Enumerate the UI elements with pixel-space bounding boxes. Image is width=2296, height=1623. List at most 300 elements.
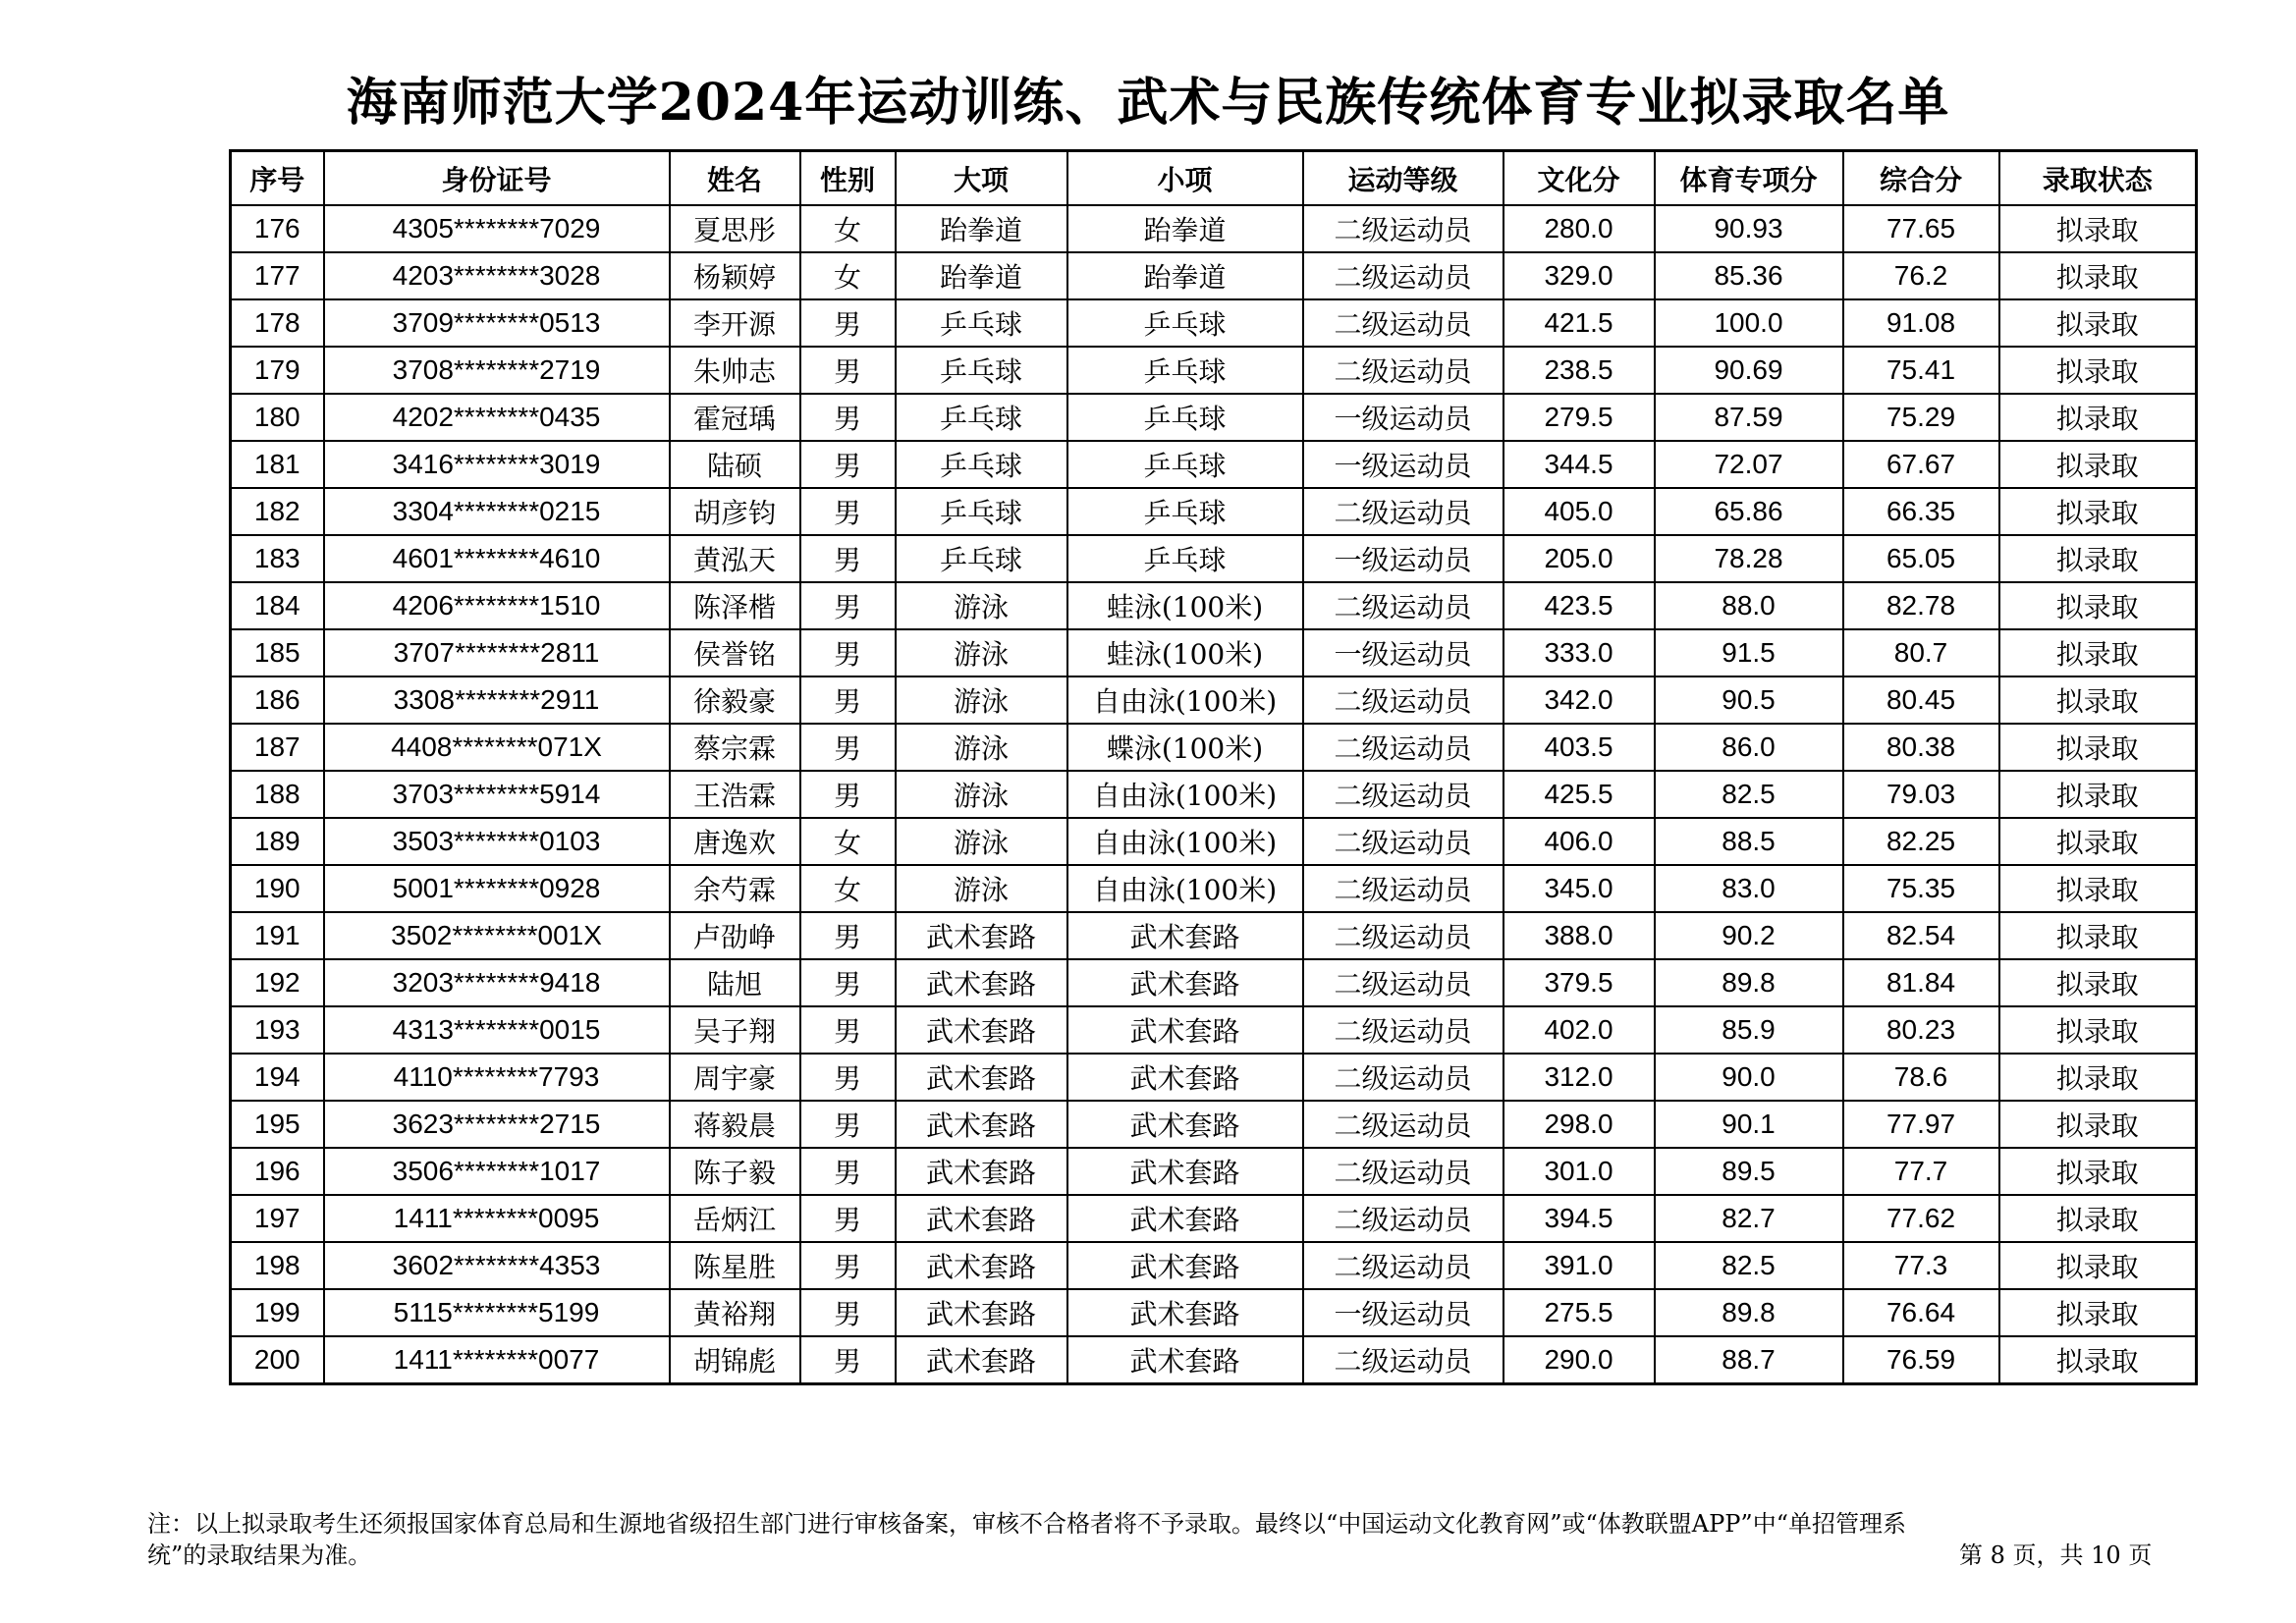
culture-score-cell: 394.5: [1503, 1195, 1655, 1242]
athlete-level-cell: 二级运动员: [1303, 347, 1503, 394]
athlete-level-cell: 一级运动员: [1303, 535, 1503, 582]
gender-cell: 男: [800, 1006, 896, 1054]
admission-status-cell: 拟录取: [1999, 252, 2197, 299]
total-score-cell: 77.7: [1843, 1148, 1999, 1195]
gender-cell: 男: [800, 629, 896, 676]
table-body: [231, 205, 2197, 1384]
name-cell: 陈星胜: [670, 1242, 800, 1289]
table-row: [231, 1336, 2197, 1384]
col-header-name: 姓名: [670, 151, 800, 206]
name-cell: 陈子毅: [670, 1148, 800, 1195]
seq-cell: 195: [231, 1101, 324, 1148]
name-cell: 王浩霖: [670, 771, 800, 818]
culture-score-cell: 344.5: [1503, 441, 1655, 488]
table-row: [231, 394, 2197, 441]
name-cell: 唐逸欢: [670, 818, 800, 865]
admission-status-cell: 拟录取: [1999, 205, 2197, 252]
sub-event-cell: 自由泳(100米): [1067, 865, 1303, 912]
major-event-cell: 游泳: [896, 629, 1067, 676]
name-cell: 夏思彤: [670, 205, 800, 252]
athlete-level-cell: 二级运动员: [1303, 724, 1503, 771]
id-number-cell: 3416********3019: [324, 441, 670, 488]
table-row: [231, 1148, 2197, 1195]
gender-cell: 男: [800, 912, 896, 959]
athlete-level-cell: 二级运动员: [1303, 1054, 1503, 1101]
page-indicator: 第 8 页，共 10 页: [1959, 1542, 2153, 1569]
sub-event-cell: 武术套路: [1067, 959, 1303, 1006]
sub-event-cell: 武术套路: [1067, 1101, 1303, 1148]
admission-status-cell: 拟录取: [1999, 1148, 2197, 1195]
admission-status-cell: 拟录取: [1999, 1289, 2197, 1336]
footer-note-line-2: 统”的录取结果为准。: [147, 1542, 372, 1569]
name-cell: 李开源: [670, 299, 800, 347]
culture-score-cell: 421.5: [1503, 299, 1655, 347]
id-number-cell: 3304********0215: [324, 488, 670, 535]
total-score-cell: 80.45: [1843, 676, 1999, 724]
culture-score-cell: 423.5: [1503, 582, 1655, 629]
gender-cell: 男: [800, 1054, 896, 1101]
col-header-sub-event: 小项: [1067, 151, 1303, 206]
name-cell: 徐毅豪: [670, 676, 800, 724]
major-event-cell: 乒乓球: [896, 441, 1067, 488]
footer-note: [147, 1508, 2151, 1571]
sub-event-cell: 乒乓球: [1067, 535, 1303, 582]
total-score-cell: 65.05: [1843, 535, 1999, 582]
sub-event-cell: 武术套路: [1067, 1006, 1303, 1054]
sport-score-cell: 86.0: [1655, 724, 1843, 771]
table-row: [231, 959, 2197, 1006]
admission-status-cell: 拟录取: [1999, 582, 2197, 629]
major-event-cell: 乒乓球: [896, 535, 1067, 582]
sport-score-cell: 90.1: [1655, 1101, 1843, 1148]
gender-cell: 男: [800, 1336, 896, 1384]
seq-cell: 177: [231, 252, 324, 299]
culture-score-cell: 301.0: [1503, 1148, 1655, 1195]
table-row: [231, 535, 2197, 582]
id-number-cell: 4305********7029: [324, 205, 670, 252]
admission-status-cell: 拟录取: [1999, 959, 2197, 1006]
sport-score-cell: 88.5: [1655, 818, 1843, 865]
id-number-cell: 3708********2719: [324, 347, 670, 394]
id-number-cell: 4203********3028: [324, 252, 670, 299]
culture-score-cell: 345.0: [1503, 865, 1655, 912]
admission-status-cell: 拟录取: [1999, 865, 2197, 912]
total-score-cell: 82.78: [1843, 582, 1999, 629]
table-row: [231, 818, 2197, 865]
seq-cell: 186: [231, 676, 324, 724]
table-row: [231, 629, 2197, 676]
sub-event-cell: 武术套路: [1067, 1289, 1303, 1336]
seq-cell: 194: [231, 1054, 324, 1101]
id-number-cell: 4601********4610: [324, 535, 670, 582]
col-header-athlete-level: 运动等级: [1303, 151, 1503, 206]
gender-cell: 男: [800, 299, 896, 347]
culture-score-cell: 205.0: [1503, 535, 1655, 582]
id-number-cell: 5115********5199: [324, 1289, 670, 1336]
sport-score-cell: 85.9: [1655, 1006, 1843, 1054]
gender-cell: 男: [800, 488, 896, 535]
culture-score-cell: 275.5: [1503, 1289, 1655, 1336]
sub-event-cell: 乒乓球: [1067, 347, 1303, 394]
major-event-cell: 跆拳道: [896, 252, 1067, 299]
sub-event-cell: 武术套路: [1067, 1336, 1303, 1384]
id-number-cell: 3703********5914: [324, 771, 670, 818]
name-cell: 蔡宗霖: [670, 724, 800, 771]
athlete-level-cell: 一级运动员: [1303, 629, 1503, 676]
athlete-level-cell: 一级运动员: [1303, 394, 1503, 441]
total-score-cell: 82.25: [1843, 818, 1999, 865]
total-score-cell: 80.23: [1843, 1006, 1999, 1054]
footer-note-line-1: 注：以上拟录取考生还须报国家体育总局和生源地省级招生部门进行审核备案，审核不合格者将不予录取。最终以“中国运动文化教育网”或“体教联盟APP”中“单招管理系: [147, 1510, 1906, 1538]
col-header-seq: 序号: [231, 151, 324, 206]
gender-cell: 男: [800, 582, 896, 629]
seq-cell: 187: [231, 724, 324, 771]
sport-score-cell: 87.59: [1655, 394, 1843, 441]
admission-table: [229, 149, 2198, 1385]
major-event-cell: 乒乓球: [896, 394, 1067, 441]
name-cell: 侯誉铭: [670, 629, 800, 676]
sport-score-cell: 82.5: [1655, 771, 1843, 818]
table-row: [231, 1054, 2197, 1101]
admission-status-cell: 拟录取: [1999, 818, 2197, 865]
major-event-cell: 武术套路: [896, 1006, 1067, 1054]
admission-status-cell: 拟录取: [1999, 347, 2197, 394]
page-title: 海南师范大学2024年运动训练、武术与民族传统体育专业拟录取名单: [346, 73, 1950, 133]
id-number-cell: 3602********4353: [324, 1242, 670, 1289]
total-score-cell: 67.67: [1843, 441, 1999, 488]
culture-score-cell: 342.0: [1503, 676, 1655, 724]
sub-event-cell: 武术套路: [1067, 1054, 1303, 1101]
athlete-level-cell: 二级运动员: [1303, 818, 1503, 865]
seq-cell: 182: [231, 488, 324, 535]
seq-cell: 178: [231, 299, 324, 347]
athlete-level-cell: 二级运动员: [1303, 205, 1503, 252]
table-row: [231, 205, 2197, 252]
col-header-gender: 性别: [800, 151, 896, 206]
sub-event-cell: 武术套路: [1067, 1195, 1303, 1242]
culture-score-cell: 280.0: [1503, 205, 1655, 252]
col-header-culture-score: 文化分: [1503, 151, 1655, 206]
sport-score-cell: 89.8: [1655, 959, 1843, 1006]
sub-event-cell: 乒乓球: [1067, 299, 1303, 347]
gender-cell: 女: [800, 252, 896, 299]
admission-status-cell: 拟录取: [1999, 1195, 2197, 1242]
table-row: [231, 865, 2197, 912]
sport-score-cell: 90.93: [1655, 205, 1843, 252]
name-cell: 陆硕: [670, 441, 800, 488]
table-row: [231, 252, 2197, 299]
table-row: [231, 1101, 2197, 1148]
admission-status-cell: 拟录取: [1999, 535, 2197, 582]
culture-score-cell: 329.0: [1503, 252, 1655, 299]
admission-status-cell: 拟录取: [1999, 441, 2197, 488]
total-score-cell: 76.64: [1843, 1289, 1999, 1336]
gender-cell: 男: [800, 441, 896, 488]
sport-score-cell: 78.28: [1655, 535, 1843, 582]
table-row: [231, 912, 2197, 959]
sport-score-cell: 90.5: [1655, 676, 1843, 724]
name-cell: 余芍霖: [670, 865, 800, 912]
major-event-cell: 武术套路: [896, 1336, 1067, 1384]
culture-score-cell: 333.0: [1503, 629, 1655, 676]
name-cell: 陈泽楷: [670, 582, 800, 629]
admission-status-cell: 拟录取: [1999, 1336, 2197, 1384]
table-row: [231, 441, 2197, 488]
major-event-cell: 武术套路: [896, 1289, 1067, 1336]
gender-cell: 男: [800, 1148, 896, 1195]
seq-cell: 200: [231, 1336, 324, 1384]
admission-status-cell: 拟录取: [1999, 1101, 2197, 1148]
athlete-level-cell: 二级运动员: [1303, 771, 1503, 818]
total-score-cell: 81.84: [1843, 959, 1999, 1006]
total-score-cell: 76.59: [1843, 1336, 1999, 1384]
col-header-id-number: 身份证号: [324, 151, 670, 206]
seq-cell: 189: [231, 818, 324, 865]
id-number-cell: 3503********0103: [324, 818, 670, 865]
total-score-cell: 77.97: [1843, 1101, 1999, 1148]
athlete-level-cell: 一级运动员: [1303, 441, 1503, 488]
seq-cell: 183: [231, 535, 324, 582]
admission-status-cell: 拟录取: [1999, 1054, 2197, 1101]
id-number-cell: 3203********9418: [324, 959, 670, 1006]
sport-score-cell: 89.8: [1655, 1289, 1843, 1336]
sport-score-cell: 90.0: [1655, 1054, 1843, 1101]
table-row: [231, 1195, 2197, 1242]
culture-score-cell: 238.5: [1503, 347, 1655, 394]
seq-cell: 196: [231, 1148, 324, 1195]
table-row: [231, 299, 2197, 347]
table-header-row: [231, 151, 2197, 206]
culture-score-cell: 402.0: [1503, 1006, 1655, 1054]
admission-status-cell: 拟录取: [1999, 299, 2197, 347]
name-cell: 陆旭: [670, 959, 800, 1006]
athlete-level-cell: 二级运动员: [1303, 299, 1503, 347]
table-row: [231, 676, 2197, 724]
id-number-cell: 3709********0513: [324, 299, 670, 347]
major-event-cell: 武术套路: [896, 959, 1067, 1006]
major-event-cell: 武术套路: [896, 1242, 1067, 1289]
total-score-cell: 91.08: [1843, 299, 1999, 347]
seq-cell: 181: [231, 441, 324, 488]
total-score-cell: 77.65: [1843, 205, 1999, 252]
table-row: [231, 1289, 2197, 1336]
athlete-level-cell: 二级运动员: [1303, 582, 1503, 629]
major-event-cell: 武术套路: [896, 1101, 1067, 1148]
major-event-cell: 游泳: [896, 818, 1067, 865]
total-score-cell: 75.41: [1843, 347, 1999, 394]
name-cell: 蒋毅晨: [670, 1101, 800, 1148]
sub-event-cell: 乒乓球: [1067, 488, 1303, 535]
athlete-level-cell: 二级运动员: [1303, 1336, 1503, 1384]
culture-score-cell: 425.5: [1503, 771, 1655, 818]
sub-event-cell: 自由泳(100米): [1067, 771, 1303, 818]
major-event-cell: 武术套路: [896, 1054, 1067, 1101]
sub-event-cell: 蝶泳(100米): [1067, 724, 1303, 771]
admission-status-cell: 拟录取: [1999, 724, 2197, 771]
seq-cell: 197: [231, 1195, 324, 1242]
gender-cell: 女: [800, 818, 896, 865]
major-event-cell: 游泳: [896, 676, 1067, 724]
seq-cell: 193: [231, 1006, 324, 1054]
admission-status-cell: 拟录取: [1999, 1006, 2197, 1054]
seq-cell: 190: [231, 865, 324, 912]
admission-status-cell: 拟录取: [1999, 394, 2197, 441]
athlete-level-cell: 二级运动员: [1303, 488, 1503, 535]
admission-status-cell: 拟录取: [1999, 629, 2197, 676]
sub-event-cell: 乒乓球: [1067, 394, 1303, 441]
name-cell: 霍冠瑀: [670, 394, 800, 441]
name-cell: 黄裕翔: [670, 1289, 800, 1336]
total-score-cell: 82.54: [1843, 912, 1999, 959]
sub-event-cell: 自由泳(100米): [1067, 818, 1303, 865]
sub-event-cell: 跆拳道: [1067, 205, 1303, 252]
gender-cell: 男: [800, 771, 896, 818]
major-event-cell: 乒乓球: [896, 347, 1067, 394]
admission-status-cell: 拟录取: [1999, 1242, 2197, 1289]
sub-event-cell: 武术套路: [1067, 1242, 1303, 1289]
major-event-cell: 游泳: [896, 865, 1067, 912]
athlete-level-cell: 二级运动员: [1303, 912, 1503, 959]
total-score-cell: 78.6: [1843, 1054, 1999, 1101]
total-score-cell: 80.38: [1843, 724, 1999, 771]
culture-score-cell: 279.5: [1503, 394, 1655, 441]
name-cell: 岳炳江: [670, 1195, 800, 1242]
sport-score-cell: 90.2: [1655, 912, 1843, 959]
admission-status-cell: 拟录取: [1999, 771, 2197, 818]
sport-score-cell: 83.0: [1655, 865, 1843, 912]
major-event-cell: 跆拳道: [896, 205, 1067, 252]
athlete-level-cell: 二级运动员: [1303, 1195, 1503, 1242]
id-number-cell: 4110********7793: [324, 1054, 670, 1101]
culture-score-cell: 391.0: [1503, 1242, 1655, 1289]
sport-score-cell: 65.86: [1655, 488, 1843, 535]
col-header-total-score: 综合分: [1843, 151, 1999, 206]
culture-score-cell: 403.5: [1503, 724, 1655, 771]
culture-score-cell: 405.0: [1503, 488, 1655, 535]
gender-cell: 男: [800, 535, 896, 582]
col-header-admission-status: 录取状态: [1999, 151, 2197, 206]
admission-status-cell: 拟录取: [1999, 488, 2197, 535]
sub-event-cell: 武术套路: [1067, 912, 1303, 959]
id-number-cell: 3308********2911: [324, 676, 670, 724]
table-row: [231, 724, 2197, 771]
major-event-cell: 武术套路: [896, 1148, 1067, 1195]
gender-cell: 男: [800, 394, 896, 441]
sport-score-cell: 89.5: [1655, 1148, 1843, 1195]
gender-cell: 女: [800, 865, 896, 912]
name-cell: 胡锦彪: [670, 1336, 800, 1384]
major-event-cell: 武术套路: [896, 1195, 1067, 1242]
sub-event-cell: 跆拳道: [1067, 252, 1303, 299]
gender-cell: 男: [800, 1242, 896, 1289]
major-event-cell: 武术套路: [896, 912, 1067, 959]
major-event-cell: 乒乓球: [896, 299, 1067, 347]
athlete-level-cell: 二级运动员: [1303, 1006, 1503, 1054]
admission-status-cell: 拟录取: [1999, 676, 2197, 724]
seq-cell: 179: [231, 347, 324, 394]
seq-cell: 199: [231, 1289, 324, 1336]
name-cell: 卢劭峥: [670, 912, 800, 959]
culture-score-cell: 406.0: [1503, 818, 1655, 865]
major-event-cell: 游泳: [896, 724, 1067, 771]
seq-cell: 192: [231, 959, 324, 1006]
seq-cell: 185: [231, 629, 324, 676]
sport-score-cell: 88.0: [1655, 582, 1843, 629]
total-score-cell: 75.35: [1843, 865, 1999, 912]
name-cell: 杨颖婷: [670, 252, 800, 299]
culture-score-cell: 290.0: [1503, 1336, 1655, 1384]
gender-cell: 男: [800, 1195, 896, 1242]
total-score-cell: 76.2: [1843, 252, 1999, 299]
athlete-level-cell: 二级运动员: [1303, 1148, 1503, 1195]
athlete-level-cell: 二级运动员: [1303, 959, 1503, 1006]
gender-cell: 男: [800, 347, 896, 394]
athlete-level-cell: 二级运动员: [1303, 865, 1503, 912]
gender-cell: 男: [800, 1289, 896, 1336]
id-number-cell: 4313********0015: [324, 1006, 670, 1054]
culture-score-cell: 312.0: [1503, 1054, 1655, 1101]
sub-event-cell: 蛙泳(100米): [1067, 629, 1303, 676]
id-number-cell: 1411********0095: [324, 1195, 670, 1242]
seq-cell: 191: [231, 912, 324, 959]
total-score-cell: 79.03: [1843, 771, 1999, 818]
athlete-level-cell: 二级运动员: [1303, 1242, 1503, 1289]
total-score-cell: 77.62: [1843, 1195, 1999, 1242]
table-row: [231, 771, 2197, 818]
gender-cell: 男: [800, 1101, 896, 1148]
sub-event-cell: 武术套路: [1067, 1148, 1303, 1195]
culture-score-cell: 298.0: [1503, 1101, 1655, 1148]
total-score-cell: 75.29: [1843, 394, 1999, 441]
major-event-cell: 乒乓球: [896, 488, 1067, 535]
sub-event-cell: 自由泳(100米): [1067, 676, 1303, 724]
gender-cell: 女: [800, 205, 896, 252]
table-row: [231, 1242, 2197, 1289]
id-number-cell: 5001********0928: [324, 865, 670, 912]
id-number-cell: 3506********1017: [324, 1148, 670, 1195]
seq-cell: 188: [231, 771, 324, 818]
athlete-level-cell: 二级运动员: [1303, 676, 1503, 724]
culture-score-cell: 388.0: [1503, 912, 1655, 959]
athlete-level-cell: 一级运动员: [1303, 1289, 1503, 1336]
gender-cell: 男: [800, 676, 896, 724]
gender-cell: 男: [800, 959, 896, 1006]
col-header-major-event: 大项: [896, 151, 1067, 206]
sport-score-cell: 100.0: [1655, 299, 1843, 347]
total-score-cell: 77.3: [1843, 1242, 1999, 1289]
major-event-cell: 游泳: [896, 582, 1067, 629]
seq-cell: 184: [231, 582, 324, 629]
sport-score-cell: 82.7: [1655, 1195, 1843, 1242]
id-number-cell: 3623********2715: [324, 1101, 670, 1148]
athlete-level-cell: 二级运动员: [1303, 252, 1503, 299]
table-row: [231, 582, 2197, 629]
sport-score-cell: 72.07: [1655, 441, 1843, 488]
table-row: [231, 347, 2197, 394]
sport-score-cell: 82.5: [1655, 1242, 1843, 1289]
sport-score-cell: 91.5: [1655, 629, 1843, 676]
sport-score-cell: 85.36: [1655, 252, 1843, 299]
id-number-cell: 4206********1510: [324, 582, 670, 629]
sport-score-cell: 90.69: [1655, 347, 1843, 394]
sport-score-cell: 88.7: [1655, 1336, 1843, 1384]
id-number-cell: 3707********2811: [324, 629, 670, 676]
id-number-cell: 1411********0077: [324, 1336, 670, 1384]
table-row: [231, 488, 2197, 535]
name-cell: 胡彦钧: [670, 488, 800, 535]
id-number-cell: 3502********001X: [324, 912, 670, 959]
culture-score-cell: 379.5: [1503, 959, 1655, 1006]
